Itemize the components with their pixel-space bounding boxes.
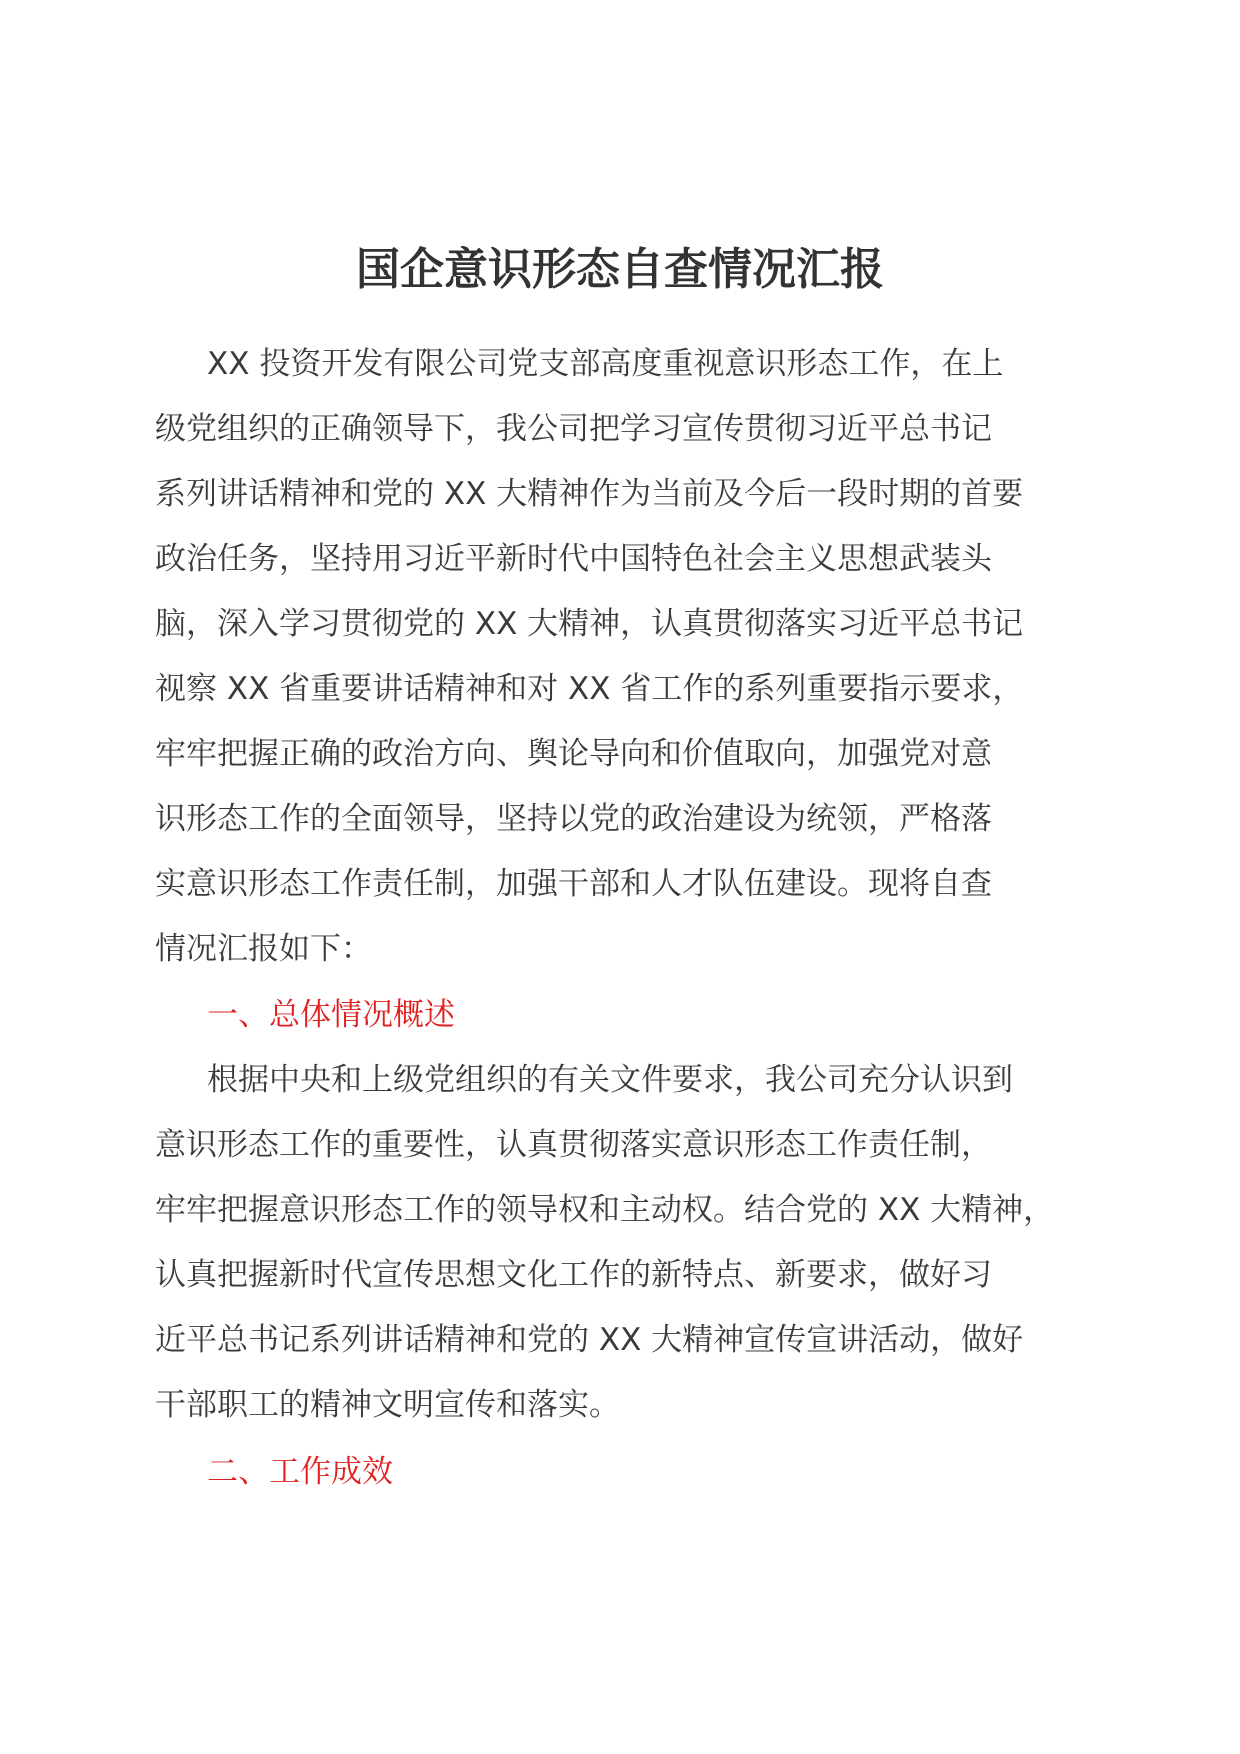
document-title: 国企意识形态自查情况汇报 (356, 244, 884, 295)
paragraph-line: 牢牢把握正确的政治方向、舆论导向和价值取向，加强党对意 (155, 736, 992, 772)
paragraph-line: 级党组织的正确领导下，我公司把学习宣传贯彻习近平总书记 (155, 411, 992, 447)
paragraph-line: 牢牢把握意识形态工作的领导权和主动权。结合党的 XX 大精神， (155, 1192, 1055, 1228)
paragraph-line: XX 投资开发有限公司党支部高度重视意识形态工作，在上 (207, 346, 1004, 382)
paragraph-line: 识形态工作的全面领导，坚持以党的政治建设为统领，严格落 (155, 801, 992, 837)
paragraph-line: 情况汇报如下： (155, 931, 372, 967)
overview-paragraph (155, 1048, 1105, 1438)
intro-paragraph (155, 332, 1105, 982)
paragraph-line: 系列讲话精神和党的 XX 大精神作为当前及今后一段时期的首要 (155, 476, 1024, 512)
paragraph-line: 实意识形态工作责任制，加强干部和人才队伍建设。现将自查 (155, 866, 992, 902)
paragraph-line: 认真把握新时代宣传思想文化工作的新特点、新要求，做好习 (155, 1257, 992, 1293)
section-heading-results: 二、工作成效 (207, 1454, 393, 1490)
paragraph-line: 干部职工的精神文明宣传和落实。 (155, 1387, 620, 1423)
paragraph-line: 意识形态工作的重要性，认真贯彻落实意识形态工作责任制， (155, 1127, 992, 1163)
paragraph-line: 近平总书记系列讲话精神和党的 XX 大精神宣传宣讲活动，做好 (155, 1322, 1024, 1358)
section-heading-overview: 一、总体情况概述 (207, 997, 455, 1033)
paragraph-line: 脑，深入学习贯彻党的 XX 大精神，认真贯彻落实习近平总书记 (155, 606, 1024, 642)
paragraph-line: 根据中央和上级党组织的有关文件要求，我公司充分认识到 (207, 1062, 1013, 1098)
paragraph-line: 政治任务，坚持用习近平新时代中国特色社会主义思想武装头 (155, 541, 992, 577)
paragraph-line: 视察 XX 省重要讲话精神和对 XX 省工作的系列重要指示要求， (155, 671, 1024, 707)
